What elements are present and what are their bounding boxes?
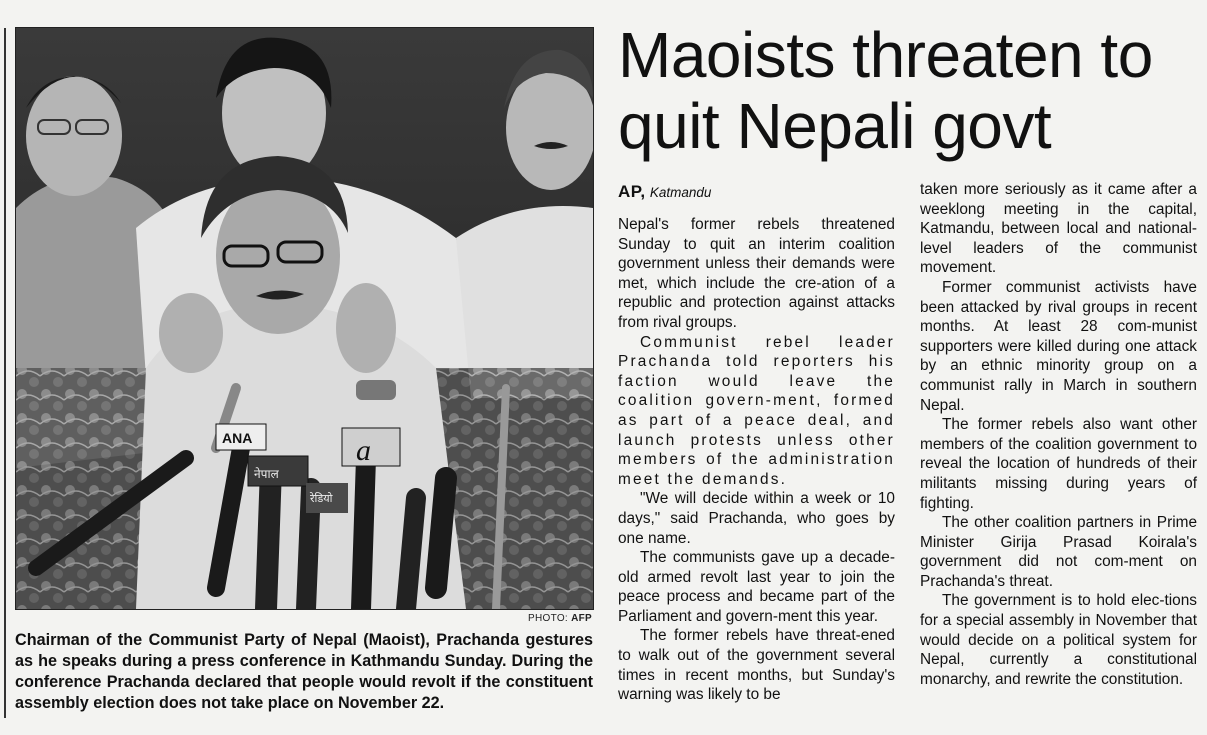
mic-label-a: a [356, 434, 371, 467]
photo-credit-label: PHOTO: [528, 613, 568, 624]
byline-agency: AP, [618, 182, 646, 201]
paragraph: The government is to hold elec-tions for a special assembly in November that would decide on a political system for Nepal, currently a constitutional monarchy, and rewrite the constitution. [920, 592, 1197, 688]
photo-caption: Chairman of the Communist Party of Nepal (Maoist), Prachanda gestures as he speaks during a press conference in Kathmandu Sunday. During the conference Prachanda declared that people would revolt if the constituent assembly election does not take place on November 22. [15, 631, 593, 712]
paragraph: Nepal's former rebels threatened Sunday to quit an interim coalition government unless their demands were met, which include the cre-ation of a republic and protection against attacks from rival groups. [618, 216, 895, 331]
mic-label-ana: ANA [222, 430, 253, 446]
headline-line-1: Maoists threaten to [618, 19, 1153, 91]
mic-label-radio: रेडियो [310, 492, 333, 505]
paragraph: The former rebels have threat-ened to walk out of the government several times in recent months, but Sunday's warning was likely to be [618, 627, 895, 704]
mic-label-nepal: नेपाल [254, 467, 279, 481]
photo-illustration [16, 28, 593, 609]
paragraph: The communists gave up a decade-old armed revolt last year to join the peace process and became part of the Parliament and govern-ment this year. [618, 549, 895, 625]
paragraph: Communist rebel leader Prachanda told reporters his faction would leave the coalition govern-ment, formed as part of a peace deal, and launch protests unless other members of the administration meet the demands. [618, 333, 895, 488]
paragraph: Former communist activists have been attacked by rival groups in recent months. At least 28 com-munist supporters were killed during one attack by an ethnic minority group on a communist rally in March in southern Nepal. [920, 278, 1197, 414]
headline [618, 20, 1198, 162]
column-rule [4, 28, 6, 718]
byline [618, 182, 895, 203]
paragraph-continued: taken more seriously as it came after a weeklong meeting in the capital, Katmandu, between local and national-level leaders of the communist movement. [920, 181, 1197, 277]
article-column-2 [920, 180, 1197, 689]
paragraph: "We will decide within a week or 10 days," said Prachanda, who goes by one name. [618, 490, 895, 547]
press-conference-photo [15, 27, 594, 610]
article-column-1 [618, 182, 895, 705]
byline-place: Katmandu [649, 185, 712, 200]
photo-credit-source: AFP [571, 613, 592, 624]
paragraph: The former rebels also want other members of the coalition government to reveal the location of hundreds of their militants missing during years of fighting. [920, 416, 1197, 512]
photo-credit [500, 613, 592, 624]
headline-line-2: quit Nepali govt [618, 90, 1052, 162]
paragraph: The other coalition partners in Prime Minister Girija Prasad Koirala's government did not com-ment on Prachanda's threat. [920, 514, 1197, 590]
